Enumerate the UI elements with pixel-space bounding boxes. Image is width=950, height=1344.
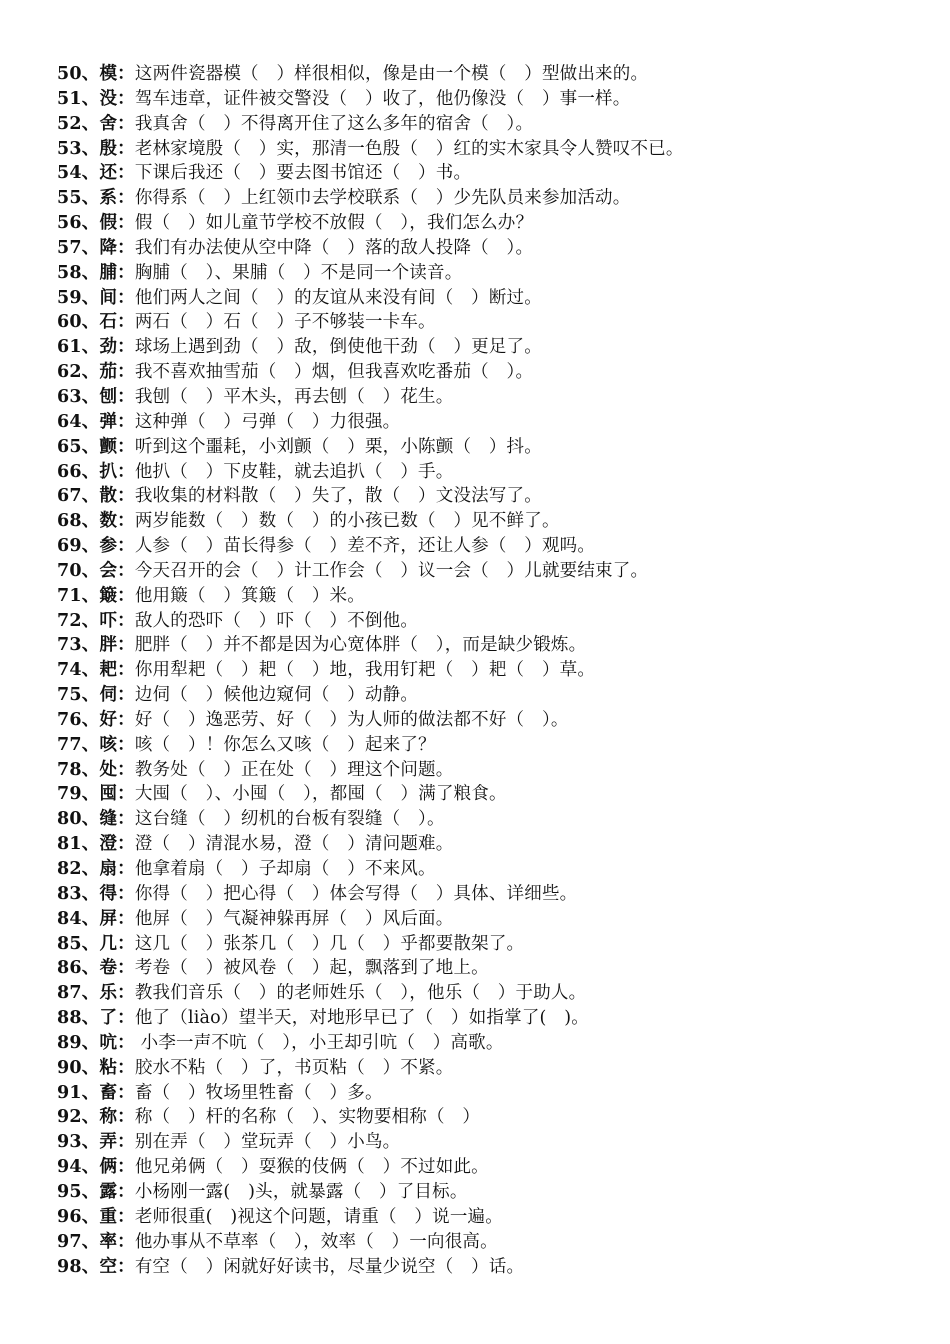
item-separator: ： (117, 983, 135, 1004)
item-separator: ： (117, 834, 135, 855)
item-character: 露 (99, 1181, 118, 1202)
item-character: 耙 (99, 660, 118, 681)
item-sentence: 敌人的恐吓（ ）吓（ ）不倒他。 (134, 610, 419, 631)
item-number: 51、 (57, 88, 100, 109)
item-separator: ： (117, 709, 135, 730)
item-separator: ： (117, 734, 135, 755)
exercise-item (57, 112, 937, 137)
item-separator: ： (117, 262, 135, 283)
item-sentence: 我收集的材料散（ ）失了，散（ ）文没法写了。 (134, 486, 542, 507)
item-separator: ： (117, 1157, 135, 1178)
item-separator: ： (117, 486, 135, 507)
item-number: 78、 (57, 759, 100, 780)
item-character: 重 (99, 1206, 118, 1227)
item-separator: ： (117, 759, 135, 780)
item-separator: ： (117, 461, 135, 482)
item-separator: ： (117, 635, 135, 656)
item-sentence: 下课后我还（ ）要去图书馆还（ ）书。 (134, 163, 472, 184)
item-character: 俩 (99, 1157, 118, 1178)
item-number: 52、 (57, 113, 100, 134)
item-number: 76、 (57, 709, 100, 730)
exercise-item (57, 658, 937, 683)
item-separator: ： (117, 312, 135, 333)
exercise-item (57, 956, 937, 981)
item-number: 85、 (57, 933, 100, 954)
item-number: 92、 (57, 1107, 100, 1128)
item-sentence: 小李一声不吭（ ），小王却引吭（ ）高歌。 (134, 1032, 504, 1053)
item-number: 71、 (57, 585, 100, 606)
item-sentence: 边伺（ ）候他边窥伺（ ）动静。 (134, 685, 419, 706)
exercise-item (57, 509, 937, 534)
item-character: 刨 (99, 386, 118, 407)
item-character: 粘 (99, 1057, 118, 1078)
exercise-item (57, 1056, 937, 1081)
exercise-item (57, 857, 937, 882)
item-number: 91、 (57, 1082, 100, 1103)
item-separator: ： (117, 560, 135, 581)
item-number: 88、 (57, 1008, 100, 1029)
item-number: 56、 (57, 213, 100, 234)
item-number: 62、 (57, 362, 100, 383)
item-separator: ： (117, 1107, 135, 1128)
item-character: 了 (99, 1008, 118, 1029)
exercise-item (57, 1105, 937, 1130)
exercise-item (57, 683, 937, 708)
item-character: 簸 (99, 585, 118, 606)
exercise-item (57, 1205, 937, 1230)
item-separator: ： (117, 213, 135, 234)
item-number: 97、 (57, 1231, 100, 1252)
exercise-item (57, 584, 937, 609)
item-number: 95、 (57, 1181, 100, 1202)
exercise-item (57, 460, 937, 485)
item-number: 64、 (57, 411, 100, 432)
item-sentence: 好（ ）逸恶劳、好（ ）为人师的做法都不好（ ）。 (134, 709, 569, 730)
exercise-item (57, 360, 937, 385)
item-separator: ： (117, 1132, 135, 1153)
item-number: 87、 (57, 983, 100, 1004)
item-character: 胖 (99, 635, 118, 656)
item-sentence: 这几（ ）张茶几（ ）几（ ）乎都要散架了。 (134, 933, 525, 954)
item-character: 屏 (99, 908, 118, 929)
item-character: 假 (99, 213, 118, 234)
item-separator: ： (117, 88, 135, 109)
exercise-item (57, 1180, 937, 1205)
item-separator: ： (117, 933, 135, 954)
item-number: 66、 (57, 461, 100, 482)
item-character: 囤 (99, 784, 118, 805)
item-sentence: 你得（ ）把心得（ ）体会写得（ ）具体、详细些。 (134, 883, 578, 904)
item-number: 86、 (57, 958, 100, 979)
exercise-item (57, 137, 937, 162)
item-separator: ： (117, 138, 135, 159)
exercise-item (57, 161, 937, 186)
item-sentence: 两石（ ）石（ ）子不够装一卡车。 (134, 312, 436, 333)
item-number: 60、 (57, 312, 100, 333)
exercise-item (57, 832, 937, 857)
item-sentence: 他屏（ ）气凝神躲再屏（ ）风后面。 (134, 908, 454, 929)
item-separator: ： (117, 1206, 135, 1227)
item-sentence: 他拿着扇（ ）子却扇（ ）不来风。 (134, 859, 436, 879)
item-separator: ： (117, 1082, 135, 1103)
exercise-item (57, 882, 937, 907)
item-sentence: 小杨刚一露( )头，就暴露（ ）了目标。 (134, 1181, 468, 1202)
exercise-item (57, 410, 937, 435)
item-character: 弹 (99, 411, 118, 432)
item-character: 畜 (99, 1082, 118, 1103)
exercise-item (57, 1155, 937, 1180)
item-sentence: 今天召开的会（ ）计工作会（ ）议一会（ ）儿就要结束了。 (134, 560, 649, 581)
item-character: 率 (99, 1231, 118, 1252)
item-sentence: 听到这个噩耗，小刘颤（ ）栗，小陈颤（ ）抖。 (134, 436, 542, 457)
item-number: 63、 (57, 386, 100, 407)
item-separator: ： (117, 113, 135, 134)
item-sentence: 大囤（ ）、小囤（ ），都囤（ ）满了粮食。 (134, 784, 507, 805)
exercise-item (57, 261, 937, 286)
exercise-item (57, 981, 937, 1006)
item-character: 舍 (99, 113, 118, 134)
item-sentence: 教我们音乐（ ）的老师姓乐（ ），他乐（ ）于助人。 (134, 983, 587, 1004)
item-number: 96、 (57, 1206, 100, 1227)
item-separator: ： (117, 809, 135, 830)
item-sentence: 他扒（ ）下皮鞋，就去追扒（ ）手。 (134, 461, 454, 482)
exercise-item (57, 807, 937, 832)
item-separator: ： (117, 908, 135, 929)
item-character: 扒 (99, 461, 118, 482)
item-character: 颤 (99, 436, 118, 457)
item-number: 75、 (57, 685, 100, 706)
item-separator: ： (117, 1008, 135, 1029)
item-character: 空 (99, 1256, 118, 1277)
item-separator: ： (117, 237, 135, 258)
exercise-item (57, 708, 937, 733)
item-sentence: 他兄弟俩（ ）耍猴的伎俩（ ）不过如此。 (134, 1157, 489, 1178)
item-sentence: 他用簸（ ）箕簸（ ）米。 (134, 585, 365, 606)
exercise-item (57, 534, 937, 559)
item-character: 没 (99, 88, 118, 109)
item-number: 82、 (57, 859, 100, 879)
item-character: 脯 (99, 262, 118, 283)
exercise-item (57, 1081, 937, 1106)
item-sentence: 他了（liào）望半天，对地形早已了（ ）如指掌了( )。 (134, 1008, 589, 1029)
item-sentence: 我们有办法使从空中降（ ）落的敌人投降（ ）。 (134, 237, 534, 258)
item-number: 73、 (57, 635, 100, 656)
exercise-item (57, 907, 937, 932)
item-separator: ： (117, 337, 135, 358)
item-character: 会 (99, 560, 118, 581)
item-number: 77、 (57, 734, 100, 755)
item-number: 65、 (57, 436, 100, 457)
item-sentence: 别在弄（ ）堂玩弄（ ）小鸟。 (134, 1132, 401, 1153)
item-sentence: 肥胖（ ）并不都是因为心宽体胖（ ），而是缺少锻炼。 (134, 635, 587, 656)
item-number: 89、 (57, 1032, 100, 1053)
item-separator: ： (117, 585, 135, 606)
exercise-item (57, 211, 937, 236)
item-character: 伺 (99, 685, 118, 706)
item-number: 53、 (57, 138, 100, 159)
item-separator: ： (117, 1057, 135, 1078)
item-character: 吭 (99, 1032, 118, 1053)
item-separator: ： (117, 1032, 135, 1053)
item-sentence: 咳（ ）！你怎么又咳（ ）起来了？ (134, 734, 436, 755)
item-sentence: 我不喜欢抽雪茄（ ）烟，但我喜欢吃番茄（ ）。 (134, 362, 534, 383)
item-sentence: 有空（ ）闲就好好读书，尽量少说空（ ）话。 (134, 1256, 525, 1277)
item-separator: ： (117, 1231, 135, 1252)
item-character: 模 (99, 64, 118, 84)
item-separator: ： (117, 436, 135, 457)
exercise-item (57, 286, 937, 311)
item-separator: ： (117, 163, 135, 184)
item-character: 殷 (99, 138, 118, 159)
exercise-item (57, 87, 937, 112)
item-sentence: 考卷（ ）被风卷（ ）起，飘落到了地上。 (134, 958, 489, 979)
item-separator: ： (117, 958, 135, 979)
item-sentence: 老师很重( )视这个问题，请重（ ）说一遍。 (134, 1206, 503, 1227)
item-separator: ： (117, 188, 135, 209)
item-number: 98、 (57, 1256, 100, 1277)
item-sentence: 人参（ ）苗长得参（ ）差不齐，还让人参（ ）观吗。 (134, 536, 596, 557)
item-character: 称 (99, 1107, 118, 1128)
item-number: 83、 (57, 883, 100, 904)
exercise-item (57, 758, 937, 783)
exercise-item (57, 633, 937, 658)
exercise-item (57, 186, 937, 211)
item-number: 50、 (57, 64, 100, 84)
item-character: 石 (99, 312, 118, 333)
item-character: 系 (99, 188, 118, 209)
item-character: 劲 (99, 337, 118, 358)
item-sentence: 驾车违章，证件被交警没（ ）收了，他仍像没（ ）事一样。 (134, 88, 631, 109)
item-sentence: 畜（ ）牧场里牲畜（ ）多。 (134, 1082, 383, 1103)
item-character: 吓 (99, 610, 118, 631)
item-character: 扇 (99, 859, 118, 879)
item-number: 79、 (57, 784, 100, 805)
exercise-item (57, 782, 937, 807)
item-number: 93、 (57, 1132, 100, 1153)
item-character: 数 (99, 511, 118, 532)
item-number: 55、 (57, 188, 100, 209)
exercise-item (57, 1230, 937, 1255)
item-sentence: 老林家境殷（ ）实，那清一色殷（ ）红的实木家具令人赞叹不已。 (134, 138, 684, 159)
item-number: 72、 (57, 610, 100, 631)
item-separator: ： (117, 411, 135, 432)
item-sentence: 两岁能数（ ）数（ ）的小孩已数（ ）见不鲜了。 (134, 511, 560, 532)
item-number: 58、 (57, 262, 100, 283)
item-sentence: 称（ ）杆的名称（ ）、实物要相称（ ） (134, 1107, 481, 1128)
exercise-item (57, 1255, 937, 1280)
exercise-item (57, 484, 937, 509)
item-number: 68、 (57, 511, 100, 532)
item-character: 处 (99, 759, 118, 780)
exercise-item (57, 1130, 937, 1155)
item-character: 澄 (99, 834, 118, 855)
item-separator: ： (117, 685, 135, 706)
exercise-item (57, 559, 937, 584)
item-sentence: 我真舍（ ）不得离开住了这么多年的宿舍（ ）。 (134, 113, 534, 134)
item-sentence: 胸脯（ ）、果脯（ ）不是同一个读音。 (134, 262, 463, 283)
item-character: 卷 (99, 958, 118, 979)
exercise-item (57, 310, 937, 335)
item-character: 乐 (99, 983, 118, 1004)
item-character: 降 (99, 237, 118, 258)
item-number: 54、 (57, 163, 100, 184)
item-number: 67、 (57, 486, 100, 507)
item-number: 90、 (57, 1057, 100, 1078)
item-separator: ： (117, 536, 135, 557)
item-character: 得 (99, 883, 118, 904)
item-separator: ： (117, 64, 135, 84)
item-number: 84、 (57, 908, 100, 929)
item-sentence: 假（ ）如儿童节学校不放假（ ），我们怎么办？ (134, 213, 534, 234)
item-sentence: 教务处（ ）正在处（ ）理这个问题。 (134, 759, 454, 780)
exercise-item (57, 733, 937, 758)
item-separator: ： (117, 511, 135, 532)
exercise-item (57, 335, 937, 360)
item-sentence: 胶水不粘（ ）了，书页粘（ ）不紧。 (134, 1057, 454, 1078)
item-separator: ： (117, 1256, 135, 1277)
item-number: 61、 (57, 337, 100, 358)
item-number: 70、 (57, 560, 100, 581)
item-character: 几 (99, 933, 118, 954)
item-separator: ： (117, 1181, 135, 1202)
item-number: 94、 (57, 1157, 100, 1178)
item-character: 弄 (99, 1132, 118, 1153)
item-sentence: 他们两人之间（ ）的友谊从来没有间（ ）断过。 (134, 287, 542, 308)
item-character: 缝 (99, 809, 118, 830)
item-number: 81、 (57, 834, 100, 855)
item-sentence: 你得系（ ）上红领巾去学校联系（ ）少先队员来参加活动。 (134, 188, 631, 209)
item-sentence: 这种弹（ ）弓弹（ ）力很强。 (134, 411, 401, 432)
item-character: 间 (99, 287, 118, 308)
exercise-item (57, 385, 937, 410)
exercise-item (57, 62, 937, 87)
item-number: 57、 (57, 237, 100, 258)
item-separator: ： (117, 883, 135, 904)
item-character: 还 (99, 163, 118, 184)
exercise-item (57, 236, 937, 261)
item-sentence: 你用犁耙（ ）耙（ ）地，我用钉耙（ ）耙（ ）草。 (134, 660, 596, 681)
item-separator: ： (117, 610, 135, 631)
exercise-item (57, 932, 937, 957)
item-sentence: 这台缝（ ）纫机的台板有裂缝（ ）。 (134, 809, 445, 830)
item-character: 参 (99, 536, 118, 557)
exercise-item (57, 609, 937, 634)
item-separator: ： (117, 386, 135, 407)
item-separator: ： (117, 859, 135, 879)
item-character: 茄 (99, 362, 118, 383)
polyphonic-exercise-list (57, 62, 937, 1279)
item-separator: ： (117, 660, 135, 681)
item-number: 80、 (57, 809, 100, 830)
item-character: 咳 (99, 734, 118, 755)
item-number: 74、 (57, 660, 100, 681)
item-character: 散 (99, 486, 118, 507)
item-sentence: 他办事从不草率（ ），效率（ ）一向很高。 (134, 1231, 498, 1252)
item-separator: ： (117, 784, 135, 805)
item-separator: ： (117, 362, 135, 383)
item-sentence: 这两件瓷器模（ ）样很相似，像是由一个模（ ）型做出来的。 (134, 64, 649, 84)
item-number: 69、 (57, 536, 100, 557)
item-separator: ： (117, 287, 135, 308)
exercise-item (57, 435, 937, 460)
exercise-item (57, 1006, 937, 1031)
item-sentence: 澄（ ）清混水易，澄（ ）清问题难。 (134, 834, 454, 855)
item-sentence: 球场上遇到劲（ ）敌，倒使他干劲（ ）更足了。 (134, 337, 542, 358)
item-character: 好 (99, 709, 118, 730)
item-sentence: 我刨（ ）平木头，再去刨（ ）花生。 (134, 386, 454, 407)
exercise-item (57, 1031, 937, 1056)
item-number: 59、 (57, 287, 100, 308)
